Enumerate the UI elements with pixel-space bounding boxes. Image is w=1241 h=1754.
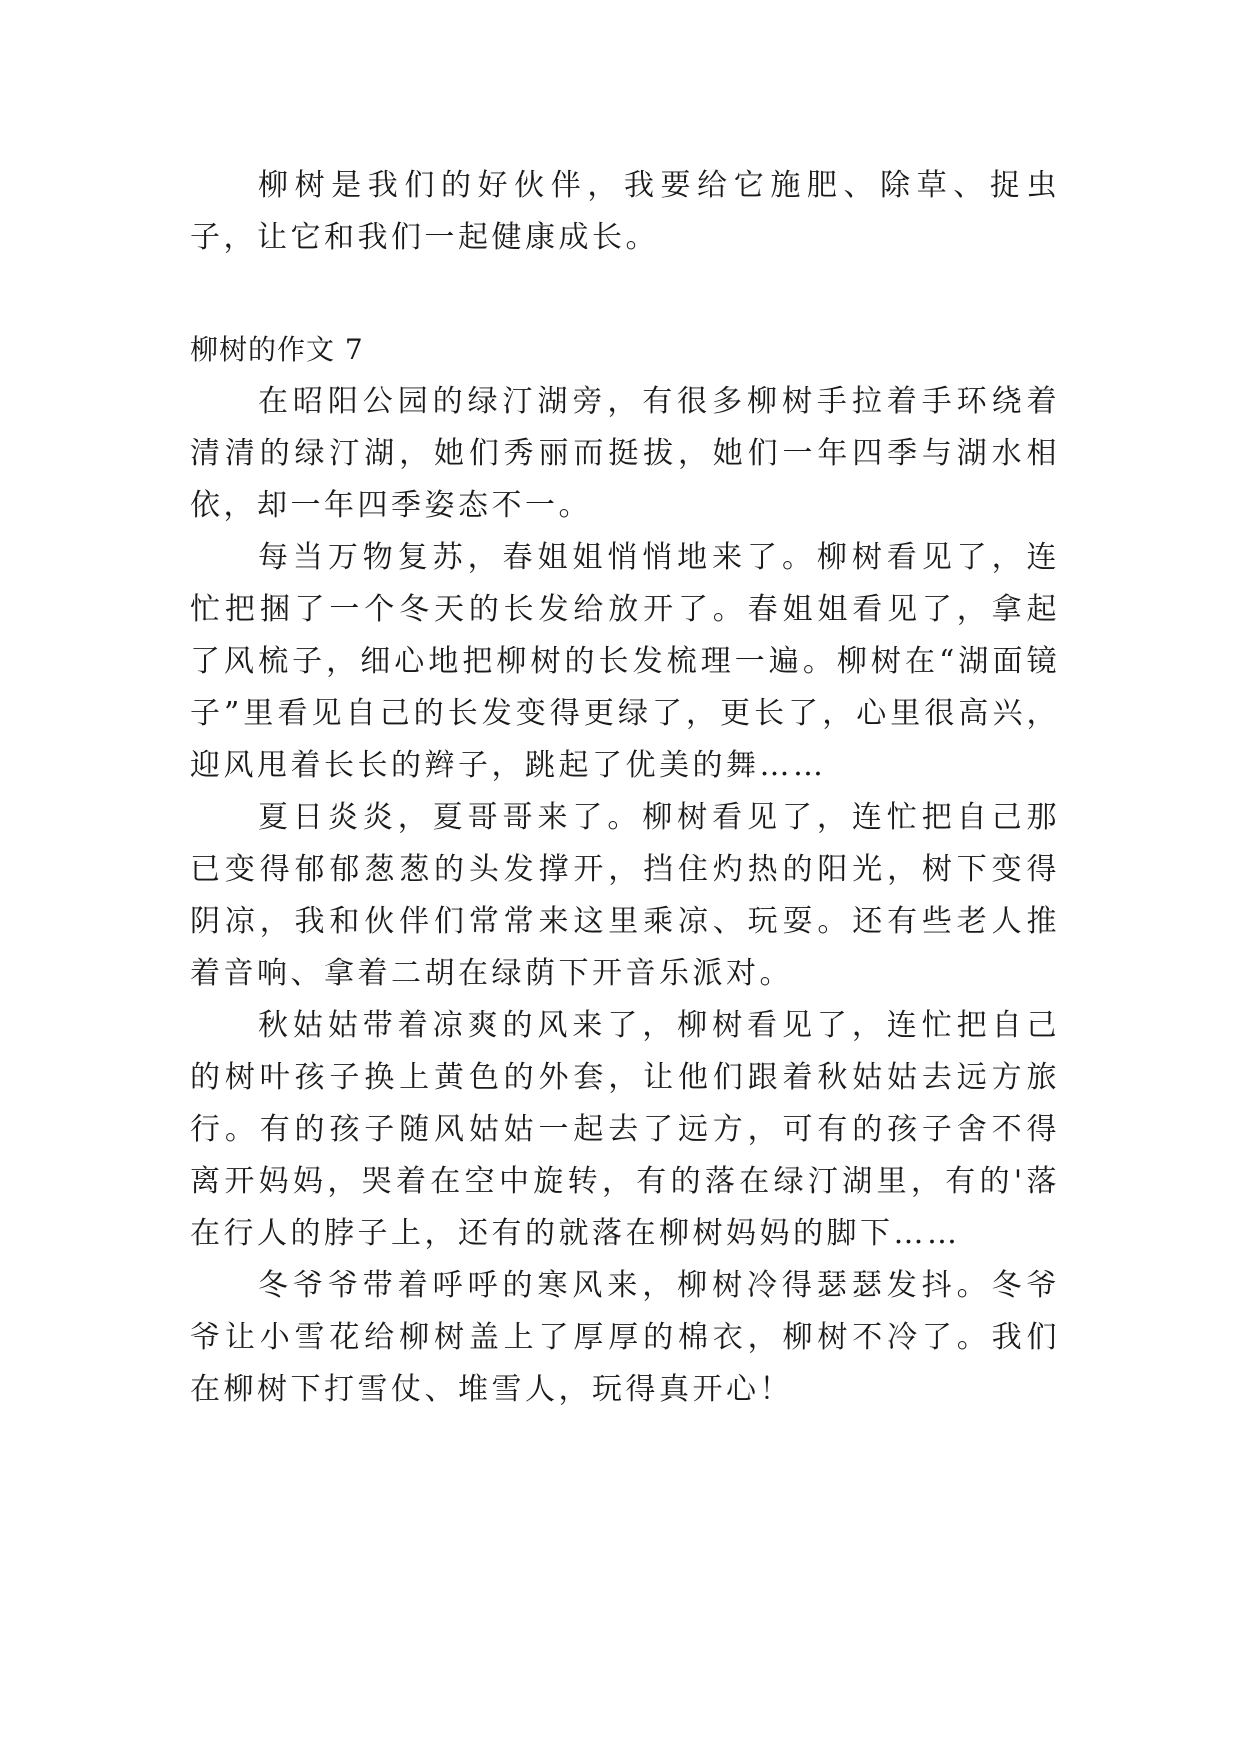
paragraph-5: 冬爷爷带着呼呼的寒风来，柳树冷得瑟瑟发抖。冬爷爷让小雪花给柳树盖上了厚厚的棉衣，柳树不冷了。我们在柳树下打雪仗、堆雪人，玩得真开心！ [190,1268,1060,1407]
intro-paragraph: 柳树是我们的好伙伴，我要给它施肥、除草、捉虫子，让它和我们一起健康成长。 [190,168,1060,255]
paragraph-2: 每当万物复苏，春姐姐悄悄地来了。柳树看见了，连忙把捆了一个冬天的长发给放开了。春姐姐看见了，拿起了风梳子，细心地把柳树的长发梳理一遍。柳树在“湖面镜子”里看见自己的长发变得更绿了，更长了，心里很高兴，迎风甩着长长的辫子，跳起了优美的舞…… [190,540,1060,783]
paragraph-1: 在昭阳公园的绿汀湖旁，有很多柳树手拉着手环绕着清清的绿汀湖，她们秀丽而挺拔，她们一年四季与湖水相依，却一年四季姿态不一。 [190,384,1060,523]
paragraph-4: 秋姑姑带着凉爽的风来了，柳树看见了，连忙把自己的树叶孩子换上黄色的外套，让他们跟着秋姑姑去远方旅行。有的孩子随风姑姑一起去了远方，可有的孩子舍不得离开妈妈，哭着在空中旋转，有的落在绿汀湖里，有的'落在行人的脖子上，还有的就落在柳树妈妈的脚下…… [190,1008,1060,1251]
document-body [190,160,1060,1416]
paragraph-3: 夏日炎炎，夏哥哥来了。柳树看见了，连忙把自己那已变得郁郁葱葱的头发撑开，挡住灼热的阳光，树下变得阴凉，我和伙伴们常常来这里乘凉、玩耍。还有些老人推着音响、拿着二胡在绿荫下开音乐派对。 [190,800,1060,991]
essay-heading: 柳树的作文 7 [190,333,364,366]
